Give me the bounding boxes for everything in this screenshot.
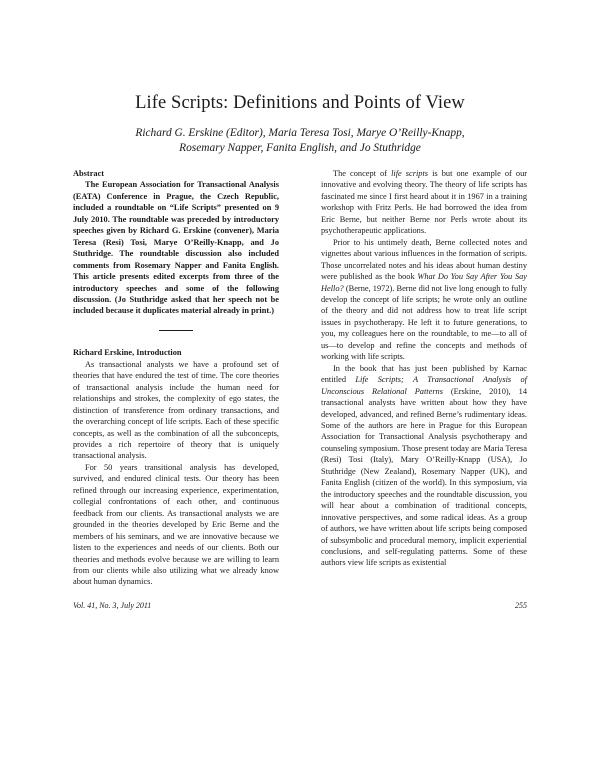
right-column	[321, 168, 527, 569]
abstract-text: The European Association for Transactional Analysis (EATA) Conference in Prague, the Czech Republic, included a roundtable on “Life Scripts” presented on 9 July 2010. The roundtable was preceded by introductory speeches given by Richard G. Erskine (convener), Maria Teresa (Resi) Tosi, Marye O’Reilly-Knapp, and Jo Stuthridge. The roundtable discussion also included comments from Rosemary Napper and Fanita English. This article presents edited excerpts from three of the introductory speeches and some of the following discussion. (Jo Stuthridge asked that her speech not be included because it duplicates material already in print.)	[73, 180, 279, 316]
page-number: 255	[515, 601, 527, 610]
authors-line-1: Richard G. Erskine (Editor), Maria Teresa Tosi, Marye O’Reilly-Knapp,	[135, 127, 465, 139]
abstract-heading: Abstract	[73, 169, 105, 178]
paragraph: As transactional analysts we have a profound set of theories that have endured the test of time. The core theories of transactional analysis include the human need for relationships and strokes, the complexity of ego states, the distinction of transference from ordinary transactions, and the overarching concept of life scripts. Each of these specific concepts, as well as the combination of all the subconcepts, provides a rich repertoire of theory that is uniquely transactional analysis.	[73, 359, 279, 461]
author-list	[60, 126, 540, 156]
paragraph: For 50 years transitional analysis has developed, survived, and endured clinical tests. Our theory has been refined through our increasing experience, experimentation, collegial confrontations of each other, and continuous feedback from our clients. As transactional analysts we are grounded in the theories developed by Eric Berne and the members of his seminars, and we are innovative because we listen to the experiences and needs of our clients. Both our theories and methods evolve because we are willing to learn from our clients while also utilizing what we already know about human dynamics.	[73, 462, 279, 587]
emphasis: life scripts	[391, 169, 429, 178]
section-separator	[73, 323, 279, 334]
journal-info: Vol. 41, No. 3, July 2011	[73, 601, 152, 610]
paragraph: In the book that has just been published by Karnac entitled Life Scripts; A Transactional Analysis of Unconscious Relational Patterns (Erskine, 2010), 14 transactional analysts have written about how they have developed, advanced, and refined Berne’s rudimentary ideas. Some of the authors are here in Prague for this European Association for Transactional Analysis psychotherapy and counseling symposium. Those present today are Maria Teresa (Resi) Tosi (Italy), Mary O’Reilly-Knapp (USA), Jo Stuthridge (New Zealand), Rosemary Napper (UK), and Fanita English (citizen of the world). In this symposium, via the introductory speeches and the roundtable discussion, you will hear about a combination of traditional concepts, innovative perspectives, and some radical ideas. As a group of authors, we have written about life scripts being composed of subsymbolic and procedural memory, implicit experiential conclusions, and self-regulating patterns. Some of these authors view life scripts as existential	[321, 363, 528, 568]
authors-line-2: Rosemary Napper, Fanita English, and Jo Stuthridge	[179, 142, 421, 154]
paragraph: The concept of life scripts is but one example of our innovative and evolving theory. The theory of life scripts has fascinated me since I first heard about it in 1967 in a training workshop with Fritz Perls. He had borrowed the idea from Eric Berne, but neither Berne nor Perls wrote about its psychotherapeutic applications.	[321, 169, 528, 236]
paragraph: Prior to his untimely death, Berne collected notes and vignettes about various influences in the formation of scripts. Those uncorrelated notes and his ideas about human destiny were published as the book What Do You Say After You Say Hello? (Berne, 1972). Berne did not live long enough to fully develop the concept of life scripts; he wrote only an outline of the theory and did not address how to treat life script issues in psychotherapy. He left it to future generations, to you, my colleagues here on the roundtable, to me—to all of us—to develop and refine the concepts and methods of working with life scripts.	[321, 237, 528, 362]
section-heading: Richard Erskine, Introduction	[73, 348, 182, 358]
book-title: What Do You Say After You Say Hello?	[321, 272, 528, 293]
left-column	[73, 168, 279, 588]
book-title: Life Scripts; A Transactional Analysis of Unconscious Relational Patterns	[321, 375, 528, 396]
article-title: Life Scripts: Definitions and Points of View	[135, 93, 465, 113]
